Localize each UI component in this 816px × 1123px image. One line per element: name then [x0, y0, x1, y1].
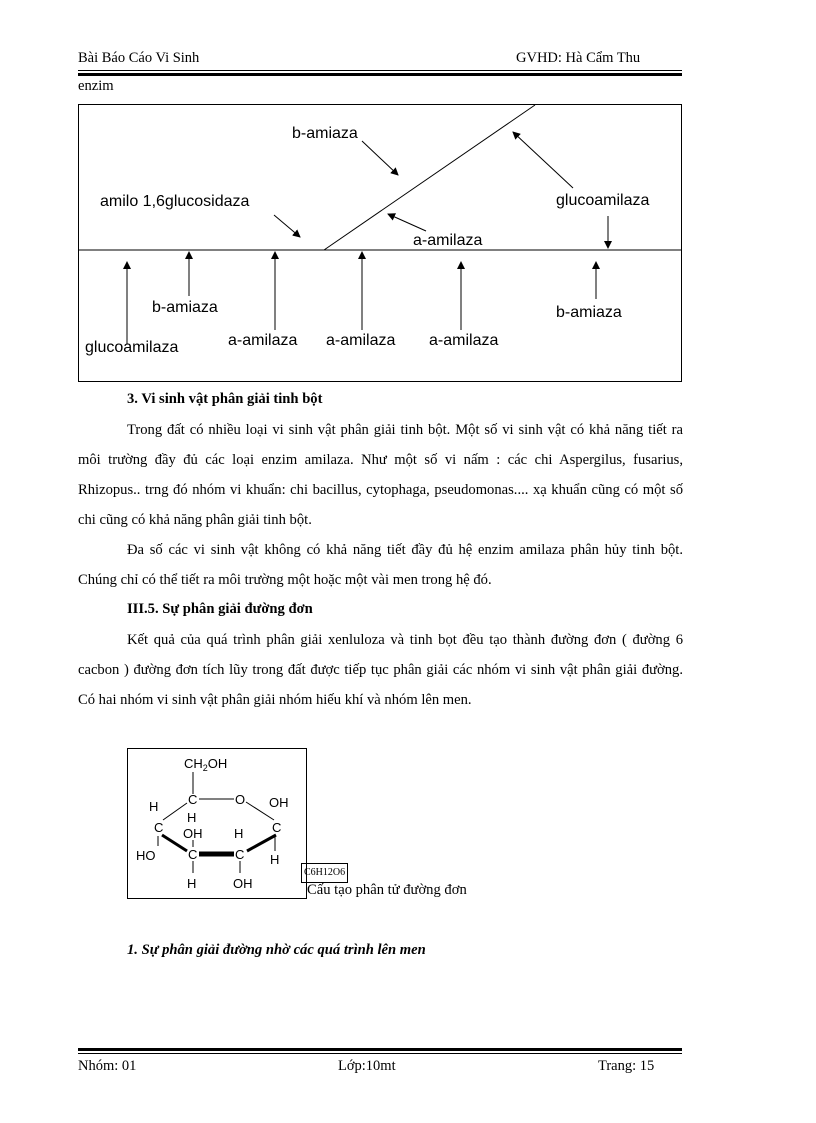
header-title: Bài Báo Cáo Vi Sinh	[78, 50, 200, 66]
label-a-amilaza-2: a-amilaza	[326, 332, 396, 349]
label-a-amilaza-1: a-amilaza	[228, 332, 298, 349]
molecular-formula: C6H12O6	[301, 863, 348, 883]
section-3-5-heading: III.5. Sự phân giải đường đơn	[127, 601, 313, 617]
header-rule-thin	[78, 70, 682, 71]
footer-class: Lớp:10mt	[338, 1058, 396, 1074]
atom-c4: C	[154, 820, 164, 835]
h-c3-bottom: H	[187, 876, 197, 891]
subheading-fermentation: 1. Sự phân giải đường nhờ các quá trình lên men	[127, 942, 426, 958]
atom-c5: C	[188, 792, 198, 807]
label-b-amiaza-top: b-amiaza	[292, 125, 358, 142]
header-rule-thick	[78, 73, 682, 76]
atom-c3: C	[188, 847, 198, 862]
h-c5: H	[187, 810, 197, 825]
label-amilo: amilo 1,6glucosidaza	[100, 193, 250, 210]
footer-rule-thick	[78, 1048, 682, 1051]
footer-rule-thin	[78, 1053, 682, 1054]
section-3-paragraph-2: Đa số các vi sinh vật không có khả năng tiết đầy đủ hệ enzim amilaza phân hủy tinh bột. Chúng chỉ có thể tiết ra môi trường một hoặc một vài men trong hệ đó.	[78, 542, 683, 588]
ch2oh-label: $CH_2OH$	[184, 756, 228, 773]
label-a-amilaza-3: a-amilaza	[429, 332, 499, 349]
section-3-heading: 3. Vi sinh vật phân giải tinh bột	[127, 391, 323, 407]
footer-page: Trang: 15	[598, 1058, 655, 1074]
atom-c2: C	[235, 847, 245, 862]
amylase-action-diagram	[78, 104, 682, 382]
oh-c1: OH	[269, 795, 289, 810]
oh-c2-bottom: OH	[233, 876, 253, 891]
label-a-amilaza-mid: a-amilaza	[413, 232, 483, 249]
glucose-structure-figure	[127, 748, 307, 899]
section-3-paragraph-1: Trong đất có nhiều loại vi sinh vật phân giải tinh bột. Một số vi sinh vật có khả năng tiết ra môi trường đầy đủ các loại enzim amilaza. Như một số vi nấm : các chi Aspergilus, fusarius, Rhizopus.. trng đó nhóm vi khuẩn: chi bacillus, cytophaga, pseudomonas.... xạ khuẩn cũng có một số chi cũng có khả năng phân giải tinh bột.	[78, 422, 683, 528]
label-glucoamilaza-right: glucoamilaza	[556, 192, 650, 209]
section-3-5-paragraph: Kết quả của quá trình phân giải xenluloza và tinh bọt đều tạo thành đường đơn ( đường 6 cacbon ) đường đơn tích lũy trong đất được tiếp tục phân giải các nhóm vi sinh vật phân giải đường. Có hai nhóm vi sinh vật phân giải nhóm hiếu khí và nhóm lên men.	[78, 632, 683, 708]
h-c1: H	[270, 852, 280, 867]
label-b-amiaza-lower-right: b-amiaza	[556, 304, 622, 321]
ho-c4: HO	[136, 848, 156, 863]
h-c4-top: H	[149, 799, 159, 814]
h-c2-top: H	[234, 826, 244, 841]
header-instructor: GVHD: Hà Cẩm Thu	[516, 50, 641, 66]
footer-group: Nhóm: 01	[78, 1058, 137, 1074]
atom-c1: C	[272, 820, 282, 835]
figure-caption: Cấu tạo phân tử đường đơn	[307, 882, 467, 898]
label-glucoamilaza-left: glucoamilaza	[85, 339, 179, 356]
atom-o-ring: O	[235, 792, 246, 807]
label-b-amiaza-lower-left: b-amiaza	[152, 299, 218, 316]
oh-c3: OH	[183, 826, 203, 841]
intro-word: enzim	[78, 78, 114, 94]
